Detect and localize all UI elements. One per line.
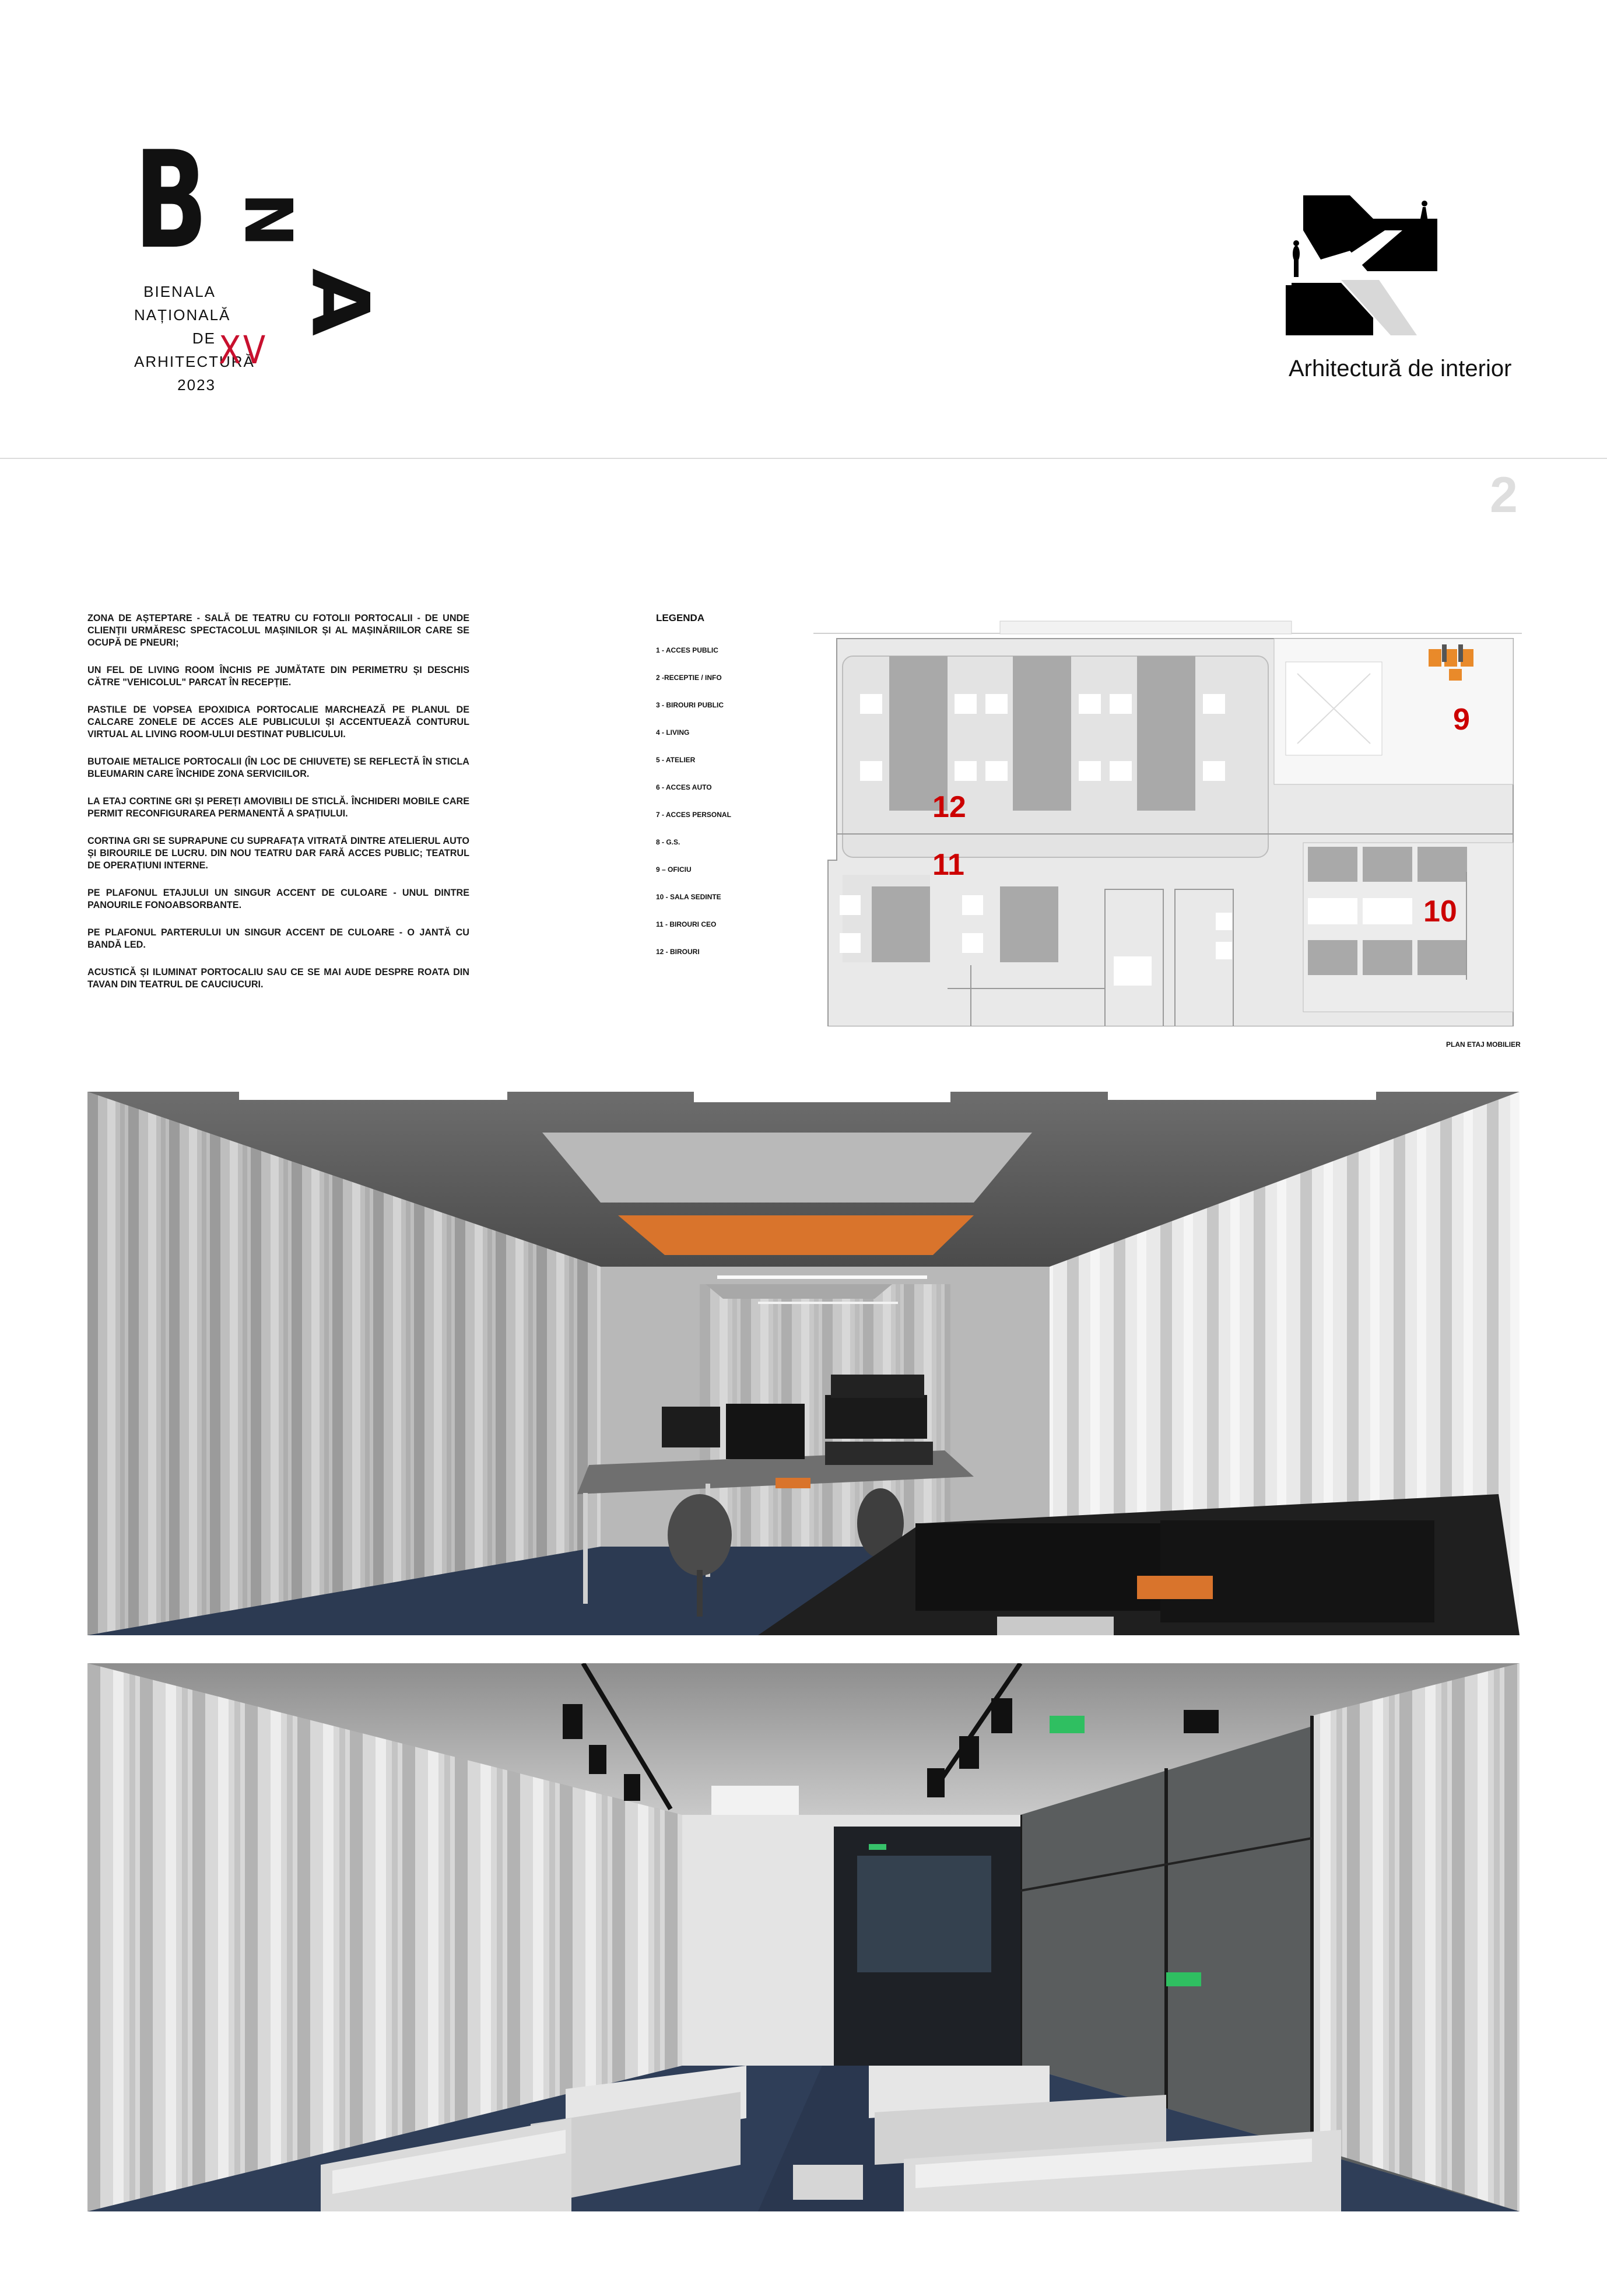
room-label-12: 12 [932,790,966,824]
category-label: Arhitectură de interior [1289,356,1512,381]
legend-item: 5 - ATELIER [656,756,696,764]
logo-letter-b: B [134,123,208,279]
desk-block [889,656,948,811]
legend-item: 8 - G.S. [656,838,680,846]
desk-block [1013,656,1071,811]
logo-edition: XV [219,328,268,373]
legend-item: 3 - BIROURI PUBLIC [656,701,724,709]
living-room-photo [87,1663,1520,2211]
desk-block [1137,656,1195,811]
description-paragraph: BUTOAIE METALICE PORTOCALII (ÎN LOC DE CHIUVETE) SE REFLECTĂ ÎN STICLA BLEUMARIN CARE ÎNCHIDE ZONA SERVICIILOR. [87,756,469,779]
description-paragraph: ZONA DE AȘTEPTARE - SALĂ DE TEATRU CU FOTOLII PORTOCALII - DE UNDE CLIENȚII URMĂRESC SPECTACOLUL MAȘINILOR ȘI AL MAȘINĂRIILOR CARE SE OCUPĂ DE PNEURI; [87,613,469,648]
logo-letter-n: N [230,192,306,247]
logo-line: ARHITECTURĂ [134,353,255,370]
legend-item: 2 -RECEPTIE / INFO [656,674,722,682]
legend-title: LEGENDA [656,612,705,623]
legend-item: 10 - SALA SEDINTE [656,893,721,901]
desk-block [1000,886,1058,962]
plan-caption: PLAN ETAJ MOBILIER [1446,1040,1521,1049]
legend-item: 1 - ACCES PUBLIC [656,646,718,654]
interior-architecture-emblem-icon [1286,195,1443,341]
description-paragraph: UN FEL DE LIVING ROOM ÎNCHIS PE JUMĂTATE DIN PERIMETRU ȘI DESCHIS CĂTRE "VEHICOLUL" PARCAT ÎN RECEPȚIE. [87,665,469,688]
header-divider [0,458,1607,459]
description-paragraph: PASTILE DE VOPSEA EPOXIDICA PORTOCALIE MARCHEAZĂ PE PLANUL DE CALCARE ZONELE DE ACCES ALE PUBLICULUI ȘI ACCENTUEAZĂ CONTURUL VIRTUAL AL LIVING ROOM-ULUI DESTINAT PUBLICULUI. [87,704,469,739]
description-paragraph: PE PLAFONUL ETAJULUI UN SINGUR ACCENT DE CULOARE - UNUL DINTRE PANOURILE FONOABSORBANTE. [87,888,469,910]
description-paragraph: PE PLAFONUL PARTERULUI UN SINGUR ACCENT DE CULOARE - O JANTĂ CU BANDĂ LED. [87,927,469,950]
legend-item: 9 – OFICIU [656,865,692,874]
floor-plan [813,615,1522,1026]
description-paragraph: CORTINA GRI SE SUPRAPUNE CU SUPRAFAȚA VITRATĂ DINTRE ATELIERUL AUTO ȘI BIROURILE DE LUCRU. DIN NOU TEATRU DAR FARĂ ACCES PUBLIC; TEATRUL DE OPERAȚIUNI INTERNE. [87,836,469,871]
room-label-9: 9 [1453,703,1470,737]
legend-item: 6 - ACCES AUTO [656,783,712,791]
logo-letter-a: A [294,268,385,336]
legend-item: 7 - ACCES PERSONAL [656,811,731,819]
logo-line: NAȚIONALĂ [134,306,231,324]
plan-legend [656,612,808,975]
legend-item: 4 - LIVING [656,728,690,737]
room-label-11: 11 [932,848,964,882]
office-photo [87,1092,1520,1635]
bna-logo [134,123,385,408]
legend-item: 12 - BIROURI [656,948,700,956]
description-paragraph: ACUSTICĂ ȘI ILUMINAT PORTOCALIU SAU CE SE MAI AUDE DESPRE ROATA DIN TAVAN DIN TEATRUL DE CAUCIUCURI. [87,967,469,990]
logo-line: DE [192,329,216,347]
page-number: 2 [1490,467,1518,523]
room-label-10: 10 [1423,895,1457,928]
logo-year: 2023 [177,376,216,394]
legend-item: 11 - BIROURI CEO [656,920,717,928]
logo-line: BIENALA [143,283,216,300]
project-description [87,612,469,1006]
description-paragraph: LA ETAJ CORTINE GRI ȘI PEREȚI AMOVIBILI DE STICLĂ. ÎNCHIDERI MOBILE CARE PERMIT RECONFIGURAREA PERMANENTĂ A SPAȚIULUI. [87,796,469,819]
desk-block [872,886,930,962]
